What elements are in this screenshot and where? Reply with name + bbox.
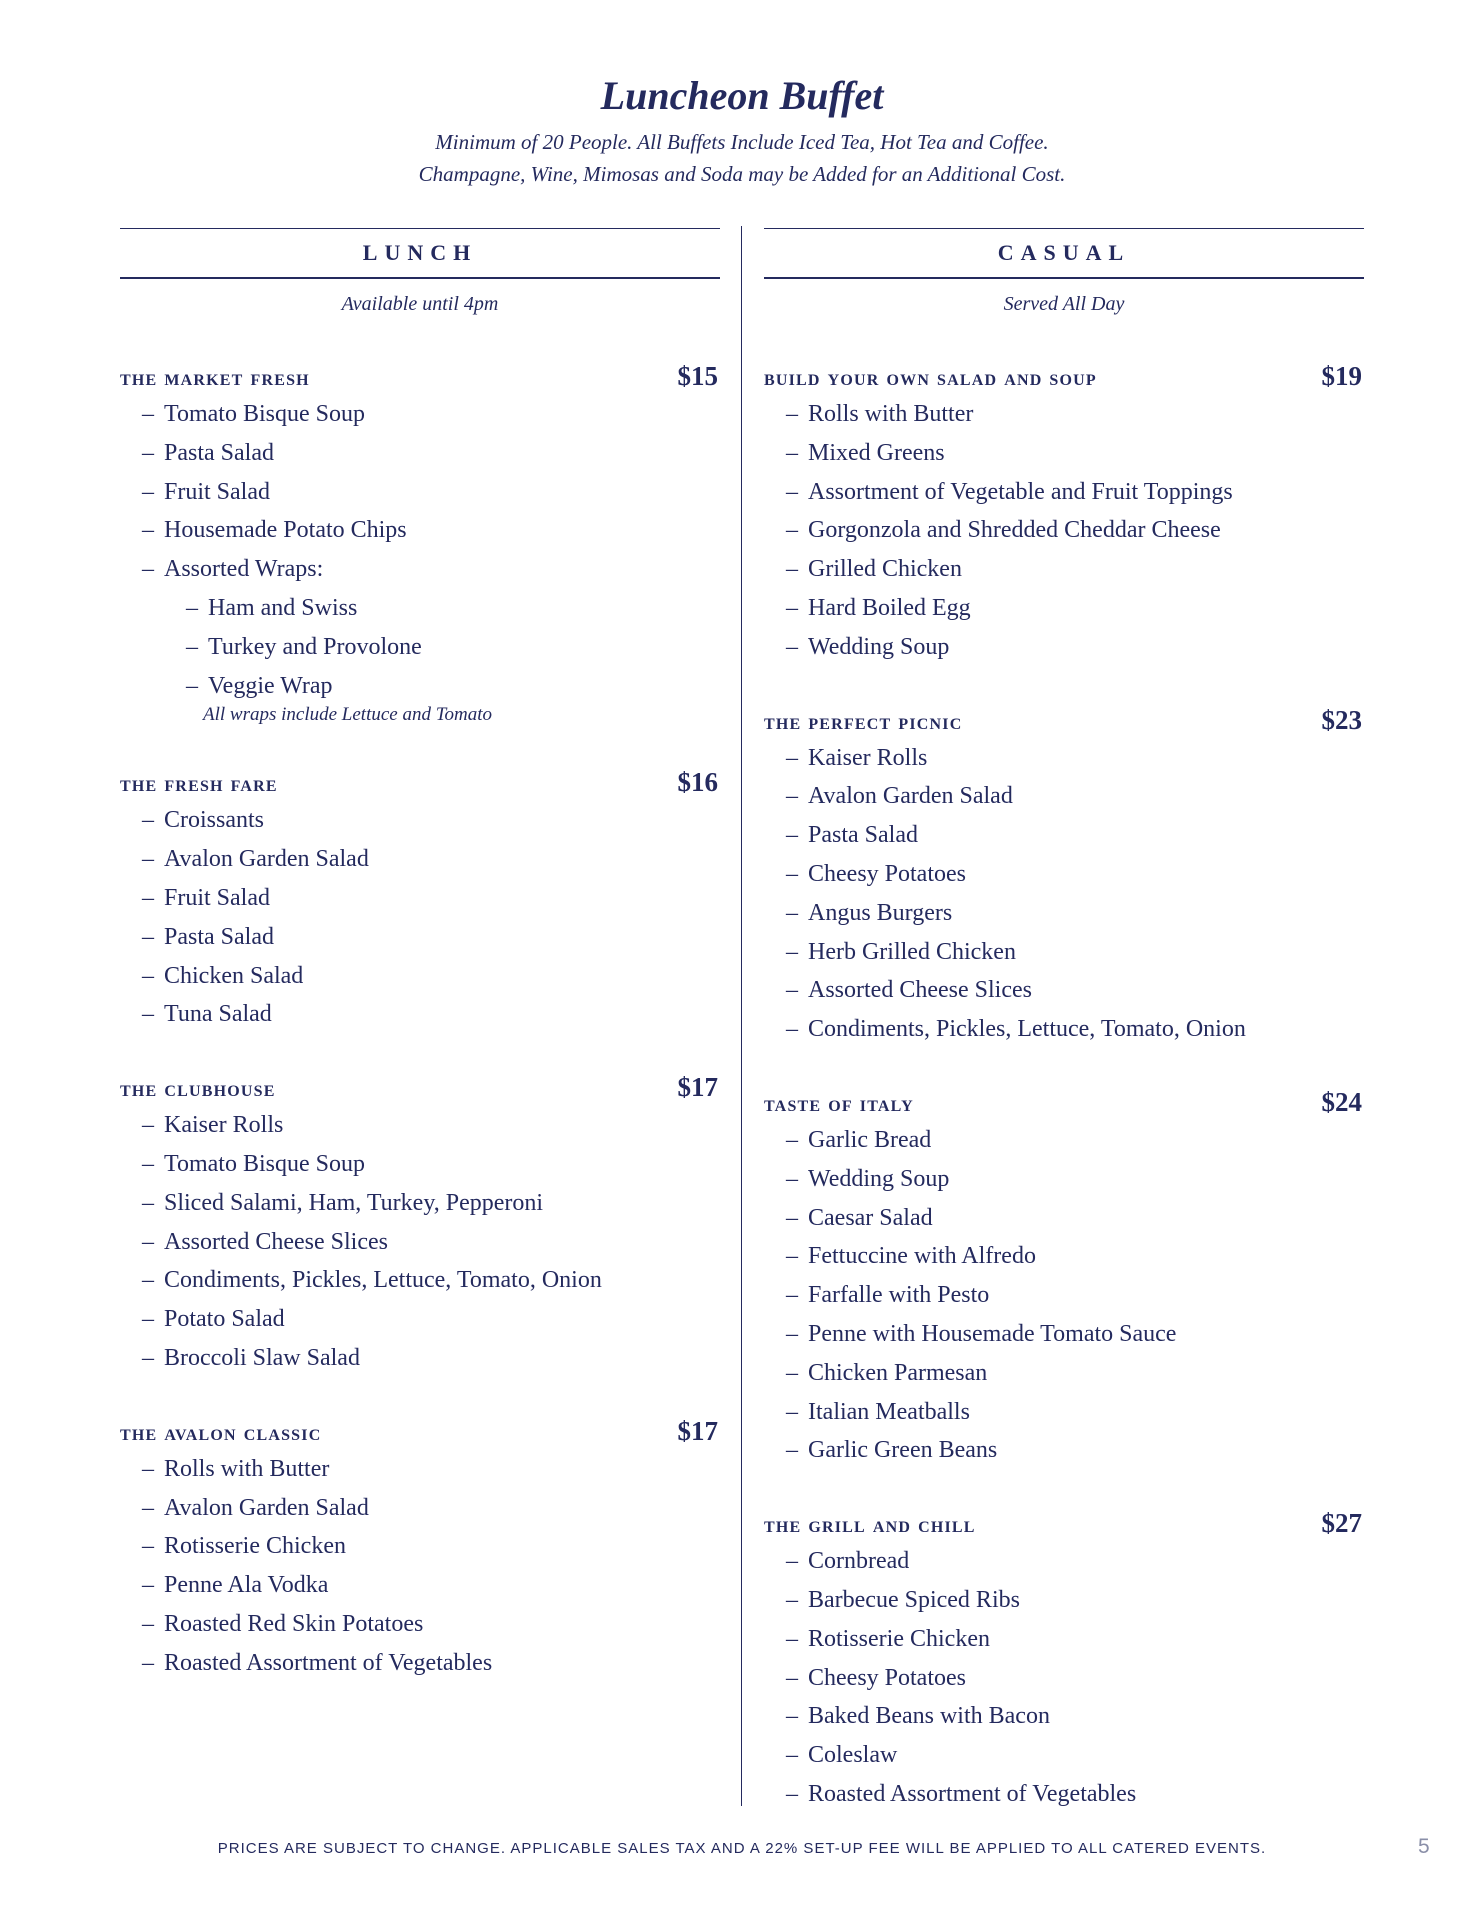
menu-item-label: Penne with Housemade Tomato Sauce bbox=[808, 1320, 1177, 1347]
menu-section bbox=[120, 1068, 720, 1378]
page-title: Luncheon Buffet bbox=[600, 73, 884, 118]
menu-item bbox=[764, 1315, 1364, 1354]
menu-item-label: Condiments, Pickles, Lettuce, Tomato, Onion bbox=[808, 1016, 1246, 1043]
menu-item-label: Croissants bbox=[164, 807, 265, 834]
menu-item bbox=[764, 1276, 1364, 1315]
menu-item bbox=[764, 1393, 1364, 1432]
menu-item-label: Avalon Garden Salad bbox=[164, 1494, 369, 1521]
menu-item-label: Assorted Cheese Slices bbox=[164, 1228, 388, 1255]
dash-bullet: – bbox=[142, 1344, 154, 1371]
section-title: the grill and chill bbox=[764, 1512, 976, 1538]
menu-item-label: Fettuccine with Alfredo bbox=[808, 1243, 1036, 1270]
menu-item-label: Fruit Salad bbox=[164, 884, 270, 911]
menu-item-label: Wedding Soup bbox=[808, 633, 950, 660]
dash-bullet: – bbox=[142, 1610, 154, 1637]
menu-item-label: Grilled Chicken bbox=[808, 556, 962, 583]
section-price: $17 bbox=[677, 1415, 718, 1446]
dash-bullet: – bbox=[142, 517, 154, 544]
dash-bullet: – bbox=[142, 1189, 154, 1216]
menu-item bbox=[764, 1659, 1364, 1698]
section-header bbox=[120, 357, 720, 395]
dash-bullet: – bbox=[786, 1282, 798, 1309]
menu-item bbox=[120, 1527, 720, 1566]
menu-item-label: Wedding Soup bbox=[808, 1165, 950, 1192]
menu-item-label: Roasted Red Skin Potatoes bbox=[164, 1610, 424, 1637]
dash-bullet: – bbox=[786, 783, 798, 810]
menu-item-label: Rotisserie Chicken bbox=[164, 1533, 346, 1560]
menu-item bbox=[764, 434, 1364, 473]
dash-bullet: – bbox=[142, 1267, 154, 1294]
dash-bullet: – bbox=[142, 1494, 154, 1521]
dash-bullet: – bbox=[786, 1398, 798, 1425]
dash-bullet: – bbox=[142, 1112, 154, 1139]
menu-item-label: Avalon Garden Salad bbox=[164, 846, 369, 873]
menu-item bbox=[764, 1620, 1364, 1659]
menu-item bbox=[120, 1644, 720, 1683]
section-title: the avalon classic bbox=[120, 1419, 322, 1445]
menu-item bbox=[764, 589, 1364, 628]
menu-item bbox=[120, 995, 720, 1034]
item-list bbox=[120, 1106, 720, 1378]
section-price: $27 bbox=[1321, 1508, 1362, 1539]
dash-bullet: – bbox=[142, 923, 154, 950]
menu-item-label: Tuna Salad bbox=[164, 1001, 272, 1028]
menu-item bbox=[764, 550, 1364, 589]
menu-item bbox=[120, 1489, 720, 1528]
item-list bbox=[764, 1542, 1364, 1814]
menu-item-label: Farfalle with Pesto bbox=[808, 1282, 990, 1309]
menu-item-label: Veggie Wrap bbox=[208, 672, 333, 699]
menu-item bbox=[764, 777, 1364, 816]
dash-bullet: – bbox=[142, 1150, 154, 1177]
menu-item-label: Broccoli Slaw Salad bbox=[164, 1344, 360, 1371]
dash-bullet: – bbox=[142, 846, 154, 873]
dash-bullet: – bbox=[786, 860, 798, 887]
menu-section bbox=[764, 701, 1364, 1049]
menu-item-label: Fruit Salad bbox=[164, 478, 270, 505]
section-header bbox=[120, 1412, 720, 1450]
column-divider bbox=[741, 226, 742, 1806]
menu-item-label: Tomato Bisque Soup bbox=[164, 401, 365, 427]
menu-item-label: Sliced Salami, Ham, Turkey, Pepperoni bbox=[164, 1189, 544, 1216]
menu-item bbox=[120, 1339, 720, 1378]
menu-item bbox=[120, 1300, 720, 1339]
menu-item bbox=[120, 1106, 720, 1145]
section-title: build your own salad and soup bbox=[764, 365, 1097, 390]
menu-item-label: Cheesy Potatoes bbox=[808, 1664, 966, 1691]
menu-item bbox=[120, 434, 720, 473]
menu-item bbox=[120, 879, 720, 918]
casual-availability-note: Served All Day bbox=[1003, 293, 1125, 315]
menu-section bbox=[120, 1412, 720, 1683]
menu-item-label: Rotisserie Chicken bbox=[808, 1625, 990, 1652]
menu-item-label: Baked Beans with Bacon bbox=[808, 1703, 1050, 1730]
item-list bbox=[120, 1450, 720, 1683]
menu-item bbox=[764, 1354, 1364, 1393]
lunch-availability-note: Available until 4pm bbox=[341, 293, 499, 315]
menu-item-label: Pasta Salad bbox=[164, 923, 274, 950]
dash-bullet: – bbox=[142, 962, 154, 989]
dash-bullet: – bbox=[786, 1703, 798, 1730]
dash-bullet: – bbox=[786, 1437, 798, 1464]
dash-bullet: – bbox=[186, 594, 198, 621]
dash-bullet: – bbox=[786, 594, 798, 621]
section-price: $17 bbox=[677, 1072, 718, 1103]
menu-item bbox=[764, 933, 1364, 972]
menu-item bbox=[764, 739, 1364, 778]
menu-item bbox=[764, 1775, 1364, 1814]
dash-bullet: – bbox=[142, 1228, 154, 1255]
section-header bbox=[764, 357, 1364, 395]
dash-bullet: – bbox=[786, 556, 798, 583]
dash-bullet: – bbox=[142, 884, 154, 911]
menu-item bbox=[764, 1237, 1364, 1276]
menu-item bbox=[764, 1199, 1364, 1238]
menu-item bbox=[764, 1581, 1364, 1620]
item-list bbox=[764, 739, 1364, 1049]
dash-bullet: – bbox=[786, 1780, 798, 1807]
dash-bullet: – bbox=[186, 633, 198, 660]
menu-item-label: Cornbread bbox=[808, 1548, 910, 1575]
menu-item bbox=[764, 628, 1364, 667]
section-header bbox=[120, 1068, 720, 1106]
dash-bullet: – bbox=[142, 401, 154, 427]
dash-bullet: – bbox=[186, 672, 198, 699]
menu-section bbox=[764, 1504, 1364, 1814]
menu-item-label: Potato Salad bbox=[164, 1306, 285, 1333]
menu-item bbox=[120, 1450, 720, 1489]
menu-item-label: Caesar Salad bbox=[808, 1204, 933, 1231]
lunch-heading: LUNCH bbox=[120, 228, 720, 279]
dash-bullet: – bbox=[786, 439, 798, 466]
menu-item-label: Rolls with Butter bbox=[808, 401, 974, 427]
menu-item bbox=[764, 1542, 1364, 1581]
menu-item-label: Avalon Garden Salad bbox=[808, 783, 1013, 810]
menu-section bbox=[120, 763, 720, 1034]
menu-section bbox=[120, 357, 720, 729]
dash-bullet: – bbox=[786, 517, 798, 544]
menu-item-label: Condiments, Pickles, Lettuce, Tomato, Onion bbox=[164, 1267, 602, 1294]
section-price: $19 bbox=[1321, 361, 1362, 391]
menu-item-label: Penne Ala Vodka bbox=[164, 1572, 329, 1599]
dash-bullet: – bbox=[786, 1625, 798, 1652]
menu-item bbox=[120, 1605, 720, 1644]
page-number: 5 bbox=[1418, 1835, 1430, 1858]
dash-bullet: – bbox=[786, 899, 798, 926]
dash-bullet: – bbox=[142, 1001, 154, 1028]
menu-item bbox=[764, 894, 1364, 933]
menu-item-label: Italian Meatballs bbox=[808, 1398, 970, 1425]
section-header bbox=[764, 701, 1364, 739]
lunch-column bbox=[120, 228, 720, 1683]
casual-heading: CASUAL bbox=[764, 228, 1364, 279]
menu-item bbox=[764, 1160, 1364, 1199]
dash-bullet: – bbox=[142, 439, 154, 466]
dash-bullet: – bbox=[142, 1306, 154, 1333]
menu-item-label: Barbecue Spiced Ribs bbox=[808, 1586, 1020, 1613]
section-price: $23 bbox=[1321, 704, 1362, 735]
dash-bullet: – bbox=[786, 1742, 798, 1769]
section-header bbox=[764, 1083, 1364, 1121]
menu-item-label: Chicken Salad bbox=[164, 962, 304, 989]
menu-item-label: Assortment of Vegetable and Fruit Toppings bbox=[808, 478, 1233, 505]
menu-item-label: Housemade Potato Chips bbox=[164, 517, 407, 544]
menu-item bbox=[120, 589, 720, 628]
menu-item bbox=[120, 957, 720, 996]
dash-bullet: – bbox=[786, 1165, 798, 1192]
menu-item-label: Turkey and Provolone bbox=[208, 633, 422, 660]
section-header bbox=[764, 1504, 1364, 1542]
menu-item bbox=[120, 511, 720, 550]
menu-item-label: Garlic Green Beans bbox=[808, 1437, 998, 1464]
subtitle-line-2: Champagne, Wine, Mimosas and Soda may be Added for an Additional Cost. bbox=[418, 162, 1066, 186]
section-header bbox=[120, 763, 720, 801]
menu-item bbox=[764, 971, 1364, 1010]
section-title: taste of italy bbox=[764, 1090, 914, 1116]
menu-item-label: Pasta Salad bbox=[164, 439, 274, 466]
dash-bullet: – bbox=[786, 1126, 798, 1153]
menu-item bbox=[764, 473, 1364, 512]
menu-item-label: Mixed Greens bbox=[808, 439, 945, 466]
dash-bullet: – bbox=[786, 1548, 798, 1575]
dash-bullet: – bbox=[786, 1204, 798, 1231]
menu-item bbox=[764, 395, 1364, 434]
menu-item bbox=[764, 1121, 1364, 1160]
dash-bullet: – bbox=[786, 822, 798, 849]
dash-bullet: – bbox=[786, 1586, 798, 1613]
menu-item-label: Angus Burgers bbox=[808, 899, 953, 926]
menu-item-label: Kaiser Rolls bbox=[164, 1112, 284, 1139]
wraps-note: All wraps include Lettuce and Tomato bbox=[203, 704, 493, 726]
dash-bullet: – bbox=[142, 807, 154, 834]
menu-item bbox=[120, 1566, 720, 1605]
dash-bullet: – bbox=[786, 1016, 798, 1043]
dash-bullet: – bbox=[142, 1533, 154, 1560]
menu-item-label: Roasted Assortment of Vegetables bbox=[808, 1780, 1137, 1807]
menu-item-label: Tomato Bisque Soup bbox=[164, 1150, 365, 1177]
casual-column bbox=[764, 228, 1364, 1814]
menu-item-label: Pasta Salad bbox=[808, 822, 918, 849]
dash-bullet: – bbox=[786, 977, 798, 1004]
menu-item bbox=[120, 1145, 720, 1184]
section-title: the perfect picnic bbox=[764, 708, 963, 734]
menu-item bbox=[120, 840, 720, 879]
item-list bbox=[764, 395, 1364, 667]
item-list bbox=[120, 395, 720, 705]
menu-item-label: Gorgonzola and Shredded Cheddar Cheese bbox=[808, 517, 1221, 544]
menu-item bbox=[764, 1431, 1364, 1470]
dash-bullet: – bbox=[786, 401, 798, 427]
menu-item bbox=[120, 667, 720, 706]
menu-item-label: Hard Boiled Egg bbox=[808, 594, 971, 621]
section-title: the clubhouse bbox=[120, 1076, 276, 1102]
section-price: $24 bbox=[1321, 1086, 1362, 1117]
dash-bullet: – bbox=[142, 1649, 154, 1676]
menu-item bbox=[120, 918, 720, 957]
item-list bbox=[764, 1121, 1364, 1470]
menu-item-label: Coleslaw bbox=[808, 1742, 898, 1769]
menu-item-label: Kaiser Rolls bbox=[808, 744, 928, 771]
dash-bullet: – bbox=[142, 1455, 154, 1482]
menu-item-label: Garlic Bread bbox=[808, 1126, 932, 1153]
menu-item bbox=[764, 1736, 1364, 1775]
menu-item-label: Ham and Swiss bbox=[208, 594, 358, 621]
dash-bullet: – bbox=[786, 1320, 798, 1347]
menu-item bbox=[764, 816, 1364, 855]
dash-bullet: – bbox=[786, 478, 798, 505]
section-title: the market fresh bbox=[120, 365, 310, 390]
dash-bullet: – bbox=[786, 1664, 798, 1691]
menu-item bbox=[120, 628, 720, 667]
menu-item bbox=[120, 395, 720, 434]
menu-section bbox=[764, 1083, 1364, 1470]
menu-item bbox=[120, 801, 720, 840]
menu-item-label: Herb Grilled Chicken bbox=[808, 938, 1016, 965]
dash-bullet: – bbox=[786, 1243, 798, 1270]
item-list bbox=[120, 801, 720, 1034]
menu-item bbox=[120, 1223, 720, 1262]
menu-item bbox=[120, 1184, 720, 1223]
menu-item-label: Assorted Wraps: bbox=[164, 556, 324, 583]
menu-item bbox=[120, 550, 720, 589]
footer-disclaimer: PRICES ARE SUBJECT TO CHANGE. APPLICABLE SALES TAX AND A 22% SET-UP FEE WILL BE APPLIED TO ALL CATERED EVENTS. bbox=[217, 1840, 1267, 1857]
menu-section bbox=[764, 357, 1364, 667]
dash-bullet: – bbox=[786, 633, 798, 660]
dash-bullet: – bbox=[142, 1572, 154, 1599]
menu-item-label: Roasted Assortment of Vegetables bbox=[164, 1649, 493, 1676]
section-price: $15 bbox=[677, 361, 718, 391]
section-price: $16 bbox=[677, 767, 718, 798]
menu-item-label: Rolls with Butter bbox=[164, 1455, 330, 1482]
dash-bullet: – bbox=[142, 556, 154, 583]
menu-item bbox=[120, 1261, 720, 1300]
section-title: the fresh fare bbox=[120, 771, 278, 797]
dash-bullet: – bbox=[786, 744, 798, 771]
dash-bullet: – bbox=[142, 478, 154, 505]
menu-item-label: Cheesy Potatoes bbox=[808, 860, 966, 887]
dash-bullet: – bbox=[786, 938, 798, 965]
menu-item bbox=[764, 1697, 1364, 1736]
menu-item-label: Assorted Cheese Slices bbox=[808, 977, 1032, 1004]
dash-bullet: – bbox=[786, 1359, 798, 1386]
menu-item-label: Chicken Parmesan bbox=[808, 1359, 988, 1386]
menu-item bbox=[120, 473, 720, 512]
menu-item bbox=[764, 855, 1364, 894]
subtitle-line-1: Minimum of 20 People. All Buffets Include Iced Tea, Hot Tea and Coffee. bbox=[435, 130, 1049, 154]
menu-item bbox=[764, 511, 1364, 550]
menu-item bbox=[764, 1010, 1364, 1049]
